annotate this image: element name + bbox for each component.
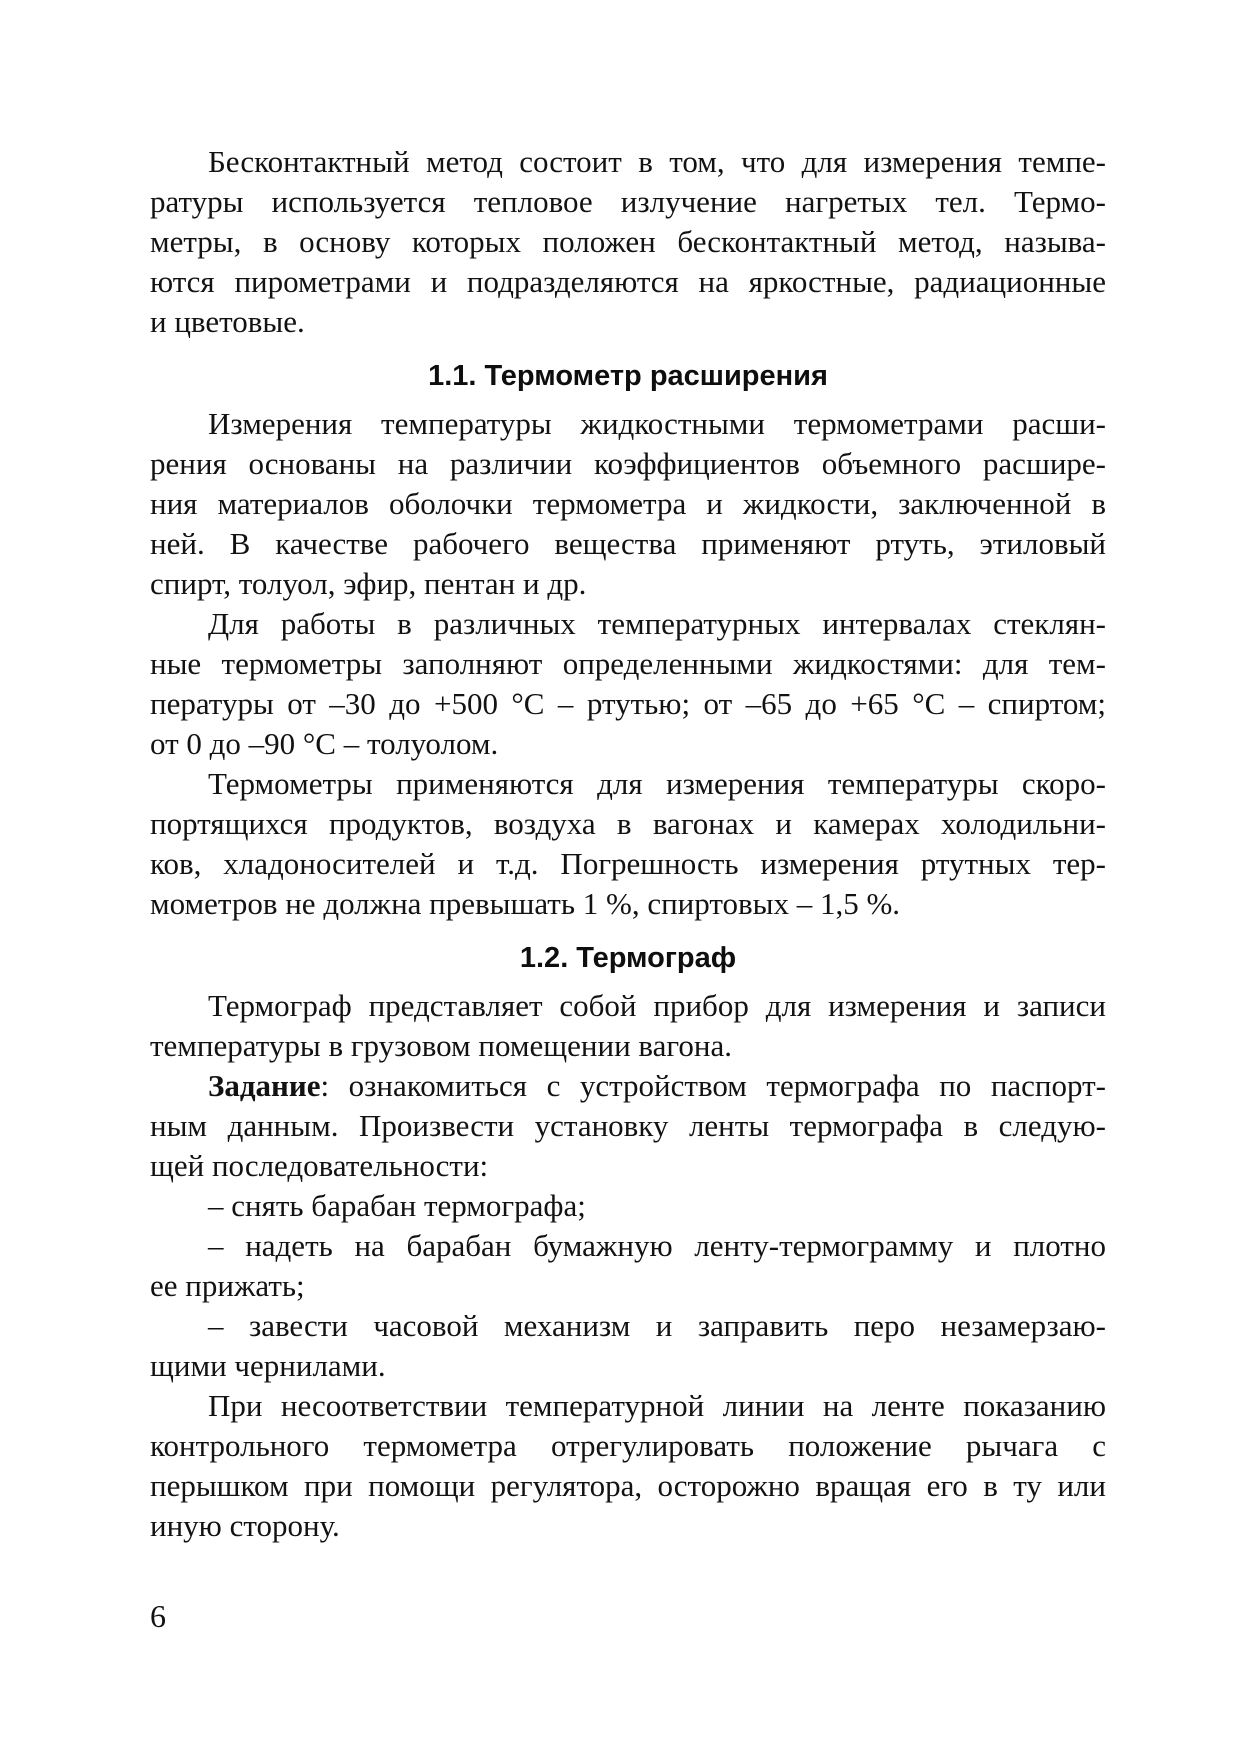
- text-line: [150, 1066, 1106, 1106]
- text-line: спирт, толуол, эфир, пентан и др.: [150, 566, 587, 601]
- section-heading-1-1: 1.1. Термометр расширения: [428, 360, 828, 392]
- text-line: портящихся продуктов, воздуха в вагонах и камерах холодильни-: [150, 806, 1106, 841]
- text-line: перышком при помощи регулятора, осторожно вращая его в ту или: [150, 1468, 1106, 1503]
- bold-text-segment: Задание: [208, 1068, 321, 1103]
- text-line: Для работы в различных температурных интервалах стеклян-: [208, 606, 1106, 641]
- text-line: контрольного термометра отрегулировать положение рычага с: [150, 1428, 1106, 1463]
- text-line: пературы от –30 до +500 °С – ртутью; от –65 до +65 °С – спиртом;: [150, 686, 1106, 721]
- text-line: ней. В качестве рабочего вещества применяют ртуть, этиловый: [150, 526, 1106, 561]
- page-number: 6: [150, 1598, 166, 1634]
- para-expansion-thermometers: [150, 404, 1106, 604]
- text-line: иную сторону.: [150, 1508, 340, 1543]
- text-line: ния материалов оболочки термометра и жидкости, заключенной в: [150, 486, 1106, 521]
- document-content: [150, 142, 1106, 1546]
- para-thermograph-definition: [150, 986, 1106, 1066]
- text-line: Термометры применяются для измерения температуры скоро-: [208, 766, 1106, 801]
- text-line: метры, в основу которых положен бесконтактный метод, называ-: [150, 224, 1106, 259]
- text-line: щей последовательности:: [150, 1148, 489, 1183]
- para-thermometer-applications: [150, 764, 1106, 924]
- para-adjust-lever: [150, 1386, 1106, 1546]
- text-line: ков, хладоносителей и т.д. Погрешность измерения ртутных тер-: [150, 846, 1106, 881]
- text-line: – завести часовой механизм и заправить перо незамерзаю-: [208, 1308, 1106, 1343]
- text-line: ные термометры заполняют определенными жидкостями: для тем-: [150, 646, 1106, 681]
- list-item-remove-drum: [150, 1186, 1106, 1226]
- text-line: – надеть на барабан бумажную ленту-термограмму и плотно: [208, 1228, 1106, 1263]
- text-line: рения основаны на различии коэффициентов объемного расшире-: [150, 446, 1106, 481]
- text-line: и цветовые.: [150, 304, 305, 339]
- text-line: Бесконтактный метод состоит в том, что для измерения темпе-: [208, 144, 1106, 179]
- para-contactless-method: [150, 142, 1106, 342]
- text-line: ратуры используется тепловое излучение нагретых тел. Термо-: [150, 184, 1106, 219]
- text-line: мометров не должна превышать 1 %, спиртовых – 1,5 %.: [150, 886, 901, 921]
- section-heading-1-2: 1.2. Термограф: [519, 942, 737, 974]
- text-line: температуры в грузовом помещении вагона.: [150, 1028, 732, 1063]
- text-line: ее прижать;: [150, 1268, 305, 1303]
- text-line: ются пирометрами и подразделяются на яркостные, радиационные: [150, 264, 1106, 299]
- text-line: ным данным. Произвести установку ленты термографа в следую-: [150, 1108, 1106, 1143]
- para-task: [150, 1066, 1106, 1186]
- list-item-put-tape: [150, 1226, 1106, 1306]
- text-segment: : ознакомиться с устройством термографа по паспорт-: [320, 1068, 1106, 1103]
- text-line: от 0 до –90 °С – толуолом.: [150, 726, 499, 761]
- list-item-wind-mechanism: [150, 1306, 1106, 1386]
- text-line: щими чернилами.: [150, 1348, 386, 1383]
- para-temperature-ranges: [150, 604, 1106, 764]
- text-line: При несоответствии температурной линии на ленте показанию: [208, 1388, 1106, 1423]
- text-line: Термограф представляет собой прибор для измерения и записи: [208, 988, 1106, 1023]
- text-line: Измерения температуры жидкостными термометрами расши-: [208, 406, 1106, 441]
- text-line: – снять барабан термографа;: [208, 1188, 586, 1223]
